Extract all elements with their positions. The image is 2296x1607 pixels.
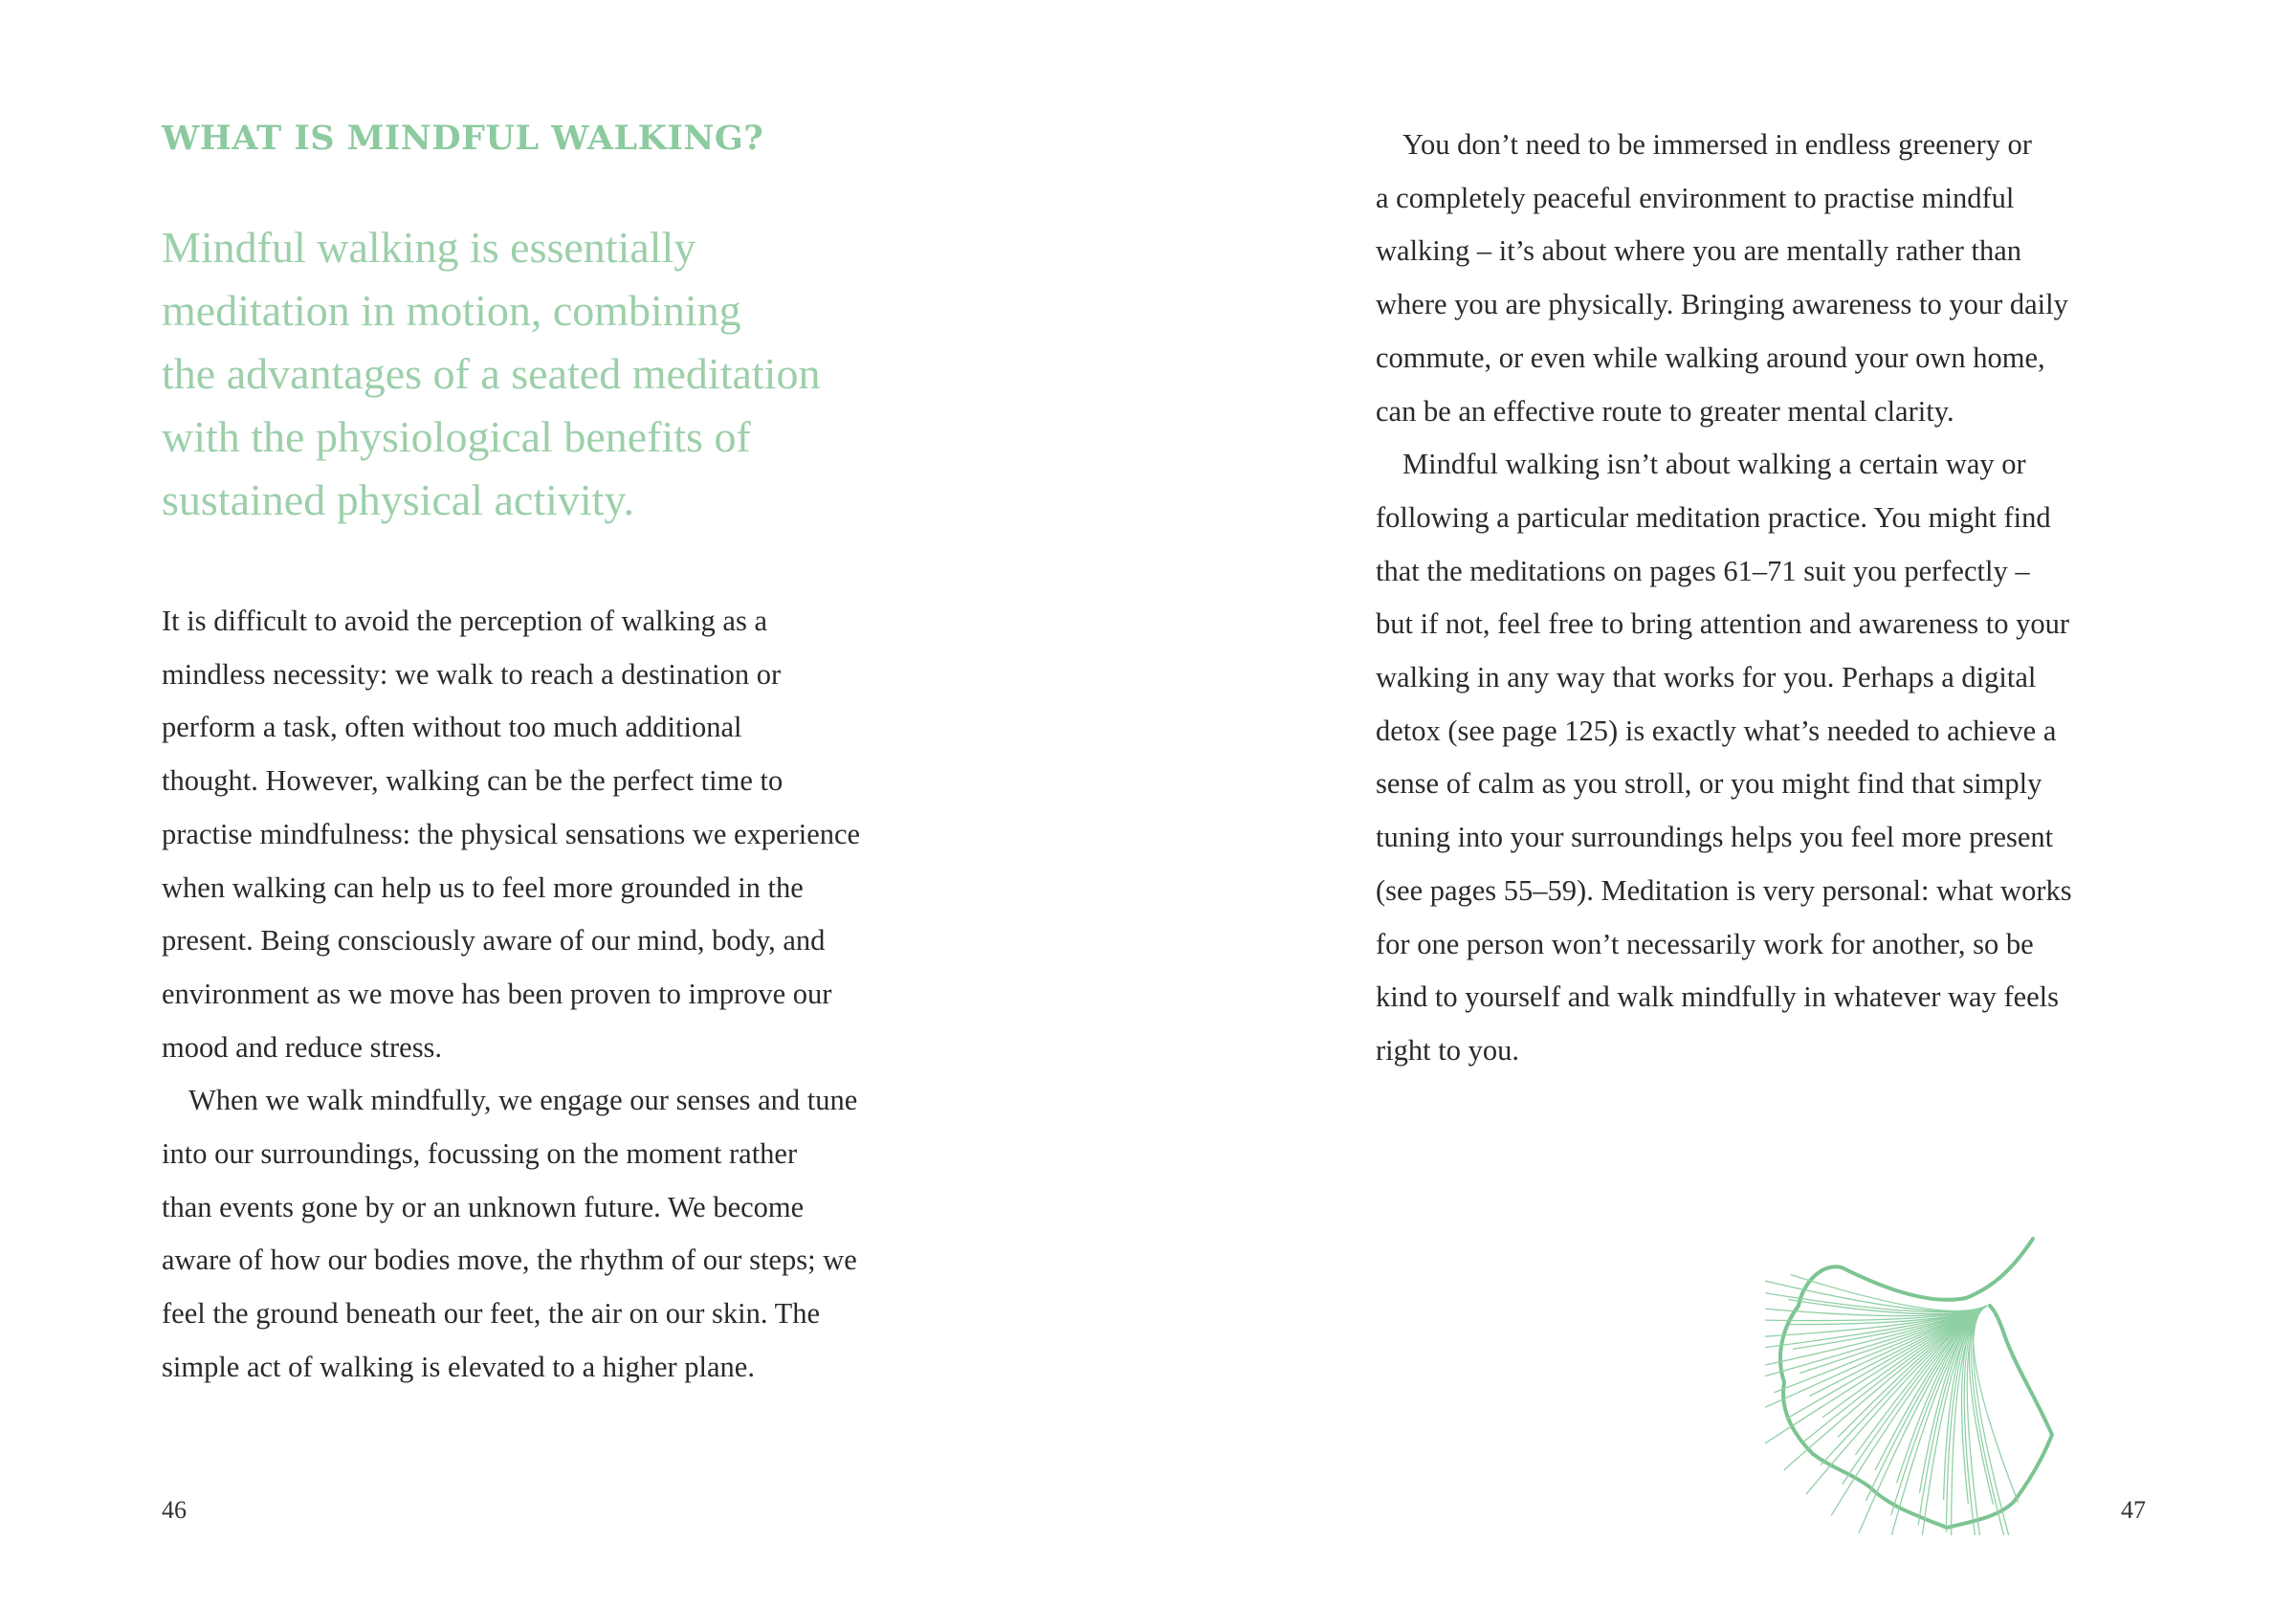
body-line: mindless necessity: we walk to reach a destination or — [162, 657, 782, 691]
pull-quote-line: meditation in motion, combining — [162, 286, 741, 335]
section-heading: WHAT IS MINDFUL WALKING? — [162, 119, 764, 158]
ginkgo-leaf-icon — [1765, 1229, 2081, 1535]
page-number-left: 46 — [162, 1496, 187, 1524]
body-line: for one person won’t necessarily work for another, so be — [1376, 927, 2034, 960]
body-line: aware of how our bodies move, the rhythm of our steps; we — [162, 1244, 857, 1277]
leaf-vein — [1974, 1306, 2019, 1502]
body-line: than events gone by or an unknown future. We become — [162, 1190, 805, 1223]
pull-quote-line: sustained physical activity. — [162, 475, 634, 524]
body-line: commute, or even while walking around your own home, — [1376, 341, 2045, 374]
body-line: tuning into your surroundings helps you feel more present — [1376, 821, 2054, 854]
body-line: simple act of walking is elevated to a higher plane. — [162, 1350, 755, 1383]
pull-quote-line: the advantages of a seated meditation — [162, 349, 821, 398]
body-line: environment as we move has been proven to improve our — [162, 977, 832, 1010]
body-line: (see pages 55–59). Meditation is very personal: what works — [1376, 873, 2072, 907]
body-line: right to you. — [1376, 1033, 1519, 1067]
body-line: walking in any way that works for you. Perhaps a digital — [1376, 661, 2037, 694]
body-line: You don’t need to be immersed in endless greenery or — [1402, 128, 2032, 161]
body-line: into our surroundings, focussing on the moment rather — [162, 1137, 798, 1171]
body-line: where you are physically. Bringing awareness to your daily — [1376, 288, 2068, 321]
body-line: but if not, feel free to bring attention and awareness to your — [1376, 607, 2069, 641]
body-line: when walking can help us to feel more grounded in the — [162, 870, 804, 904]
leaf-vein — [1972, 1306, 2004, 1535]
body-line: kind to yourself and walk mindfully in whatever way feels — [1376, 980, 2060, 1014]
body-line: that the meditations on pages 61–71 suit you perfectly – — [1376, 554, 2030, 587]
body-line: can be an effective route to greater mental clarity. — [1376, 394, 1954, 428]
body-line: detox (see page 125) is exactly what’s needed to achieve a — [1376, 714, 2057, 747]
body-line: When we walk mindfully, we engage our senses and tune — [188, 1084, 858, 1117]
pull-quote — [162, 216, 820, 532]
body-line: following a particular meditation practice. You might find — [1376, 500, 2051, 534]
pull-quote-line: Mindful walking is essentially — [162, 223, 696, 272]
body-text-left — [162, 595, 860, 1395]
body-line: a completely peaceful environment to practise mindful — [1376, 181, 2015, 214]
body-line: It is difficult to avoid the perception of walking as a — [162, 605, 767, 637]
body-line: thought. However, walking can be the perfect time to — [162, 764, 784, 798]
body-text-right — [1376, 119, 2072, 1078]
body-line: practise mindfulness: the physical sensations we experience — [162, 817, 861, 850]
body-line: feel the ground beneath our feet, the air on our skin. The — [162, 1297, 820, 1331]
body-line: perform a task, often without too much additional — [162, 711, 742, 744]
body-line: mood and reduce stress. — [162, 1030, 443, 1064]
body-line: Mindful walking isn’t about walking a certain way or — [1402, 448, 2026, 481]
pull-quote-line: with the physiological benefits of — [162, 412, 751, 461]
page-number-right: 47 — [2121, 1496, 2146, 1524]
body-line: present. Being consciously aware of our mind, body, and — [162, 924, 826, 958]
body-line: walking – it’s about where you are mentally rather than — [1376, 234, 2022, 268]
body-line: sense of calm as you stroll, or you might find that simply — [1376, 767, 2042, 801]
